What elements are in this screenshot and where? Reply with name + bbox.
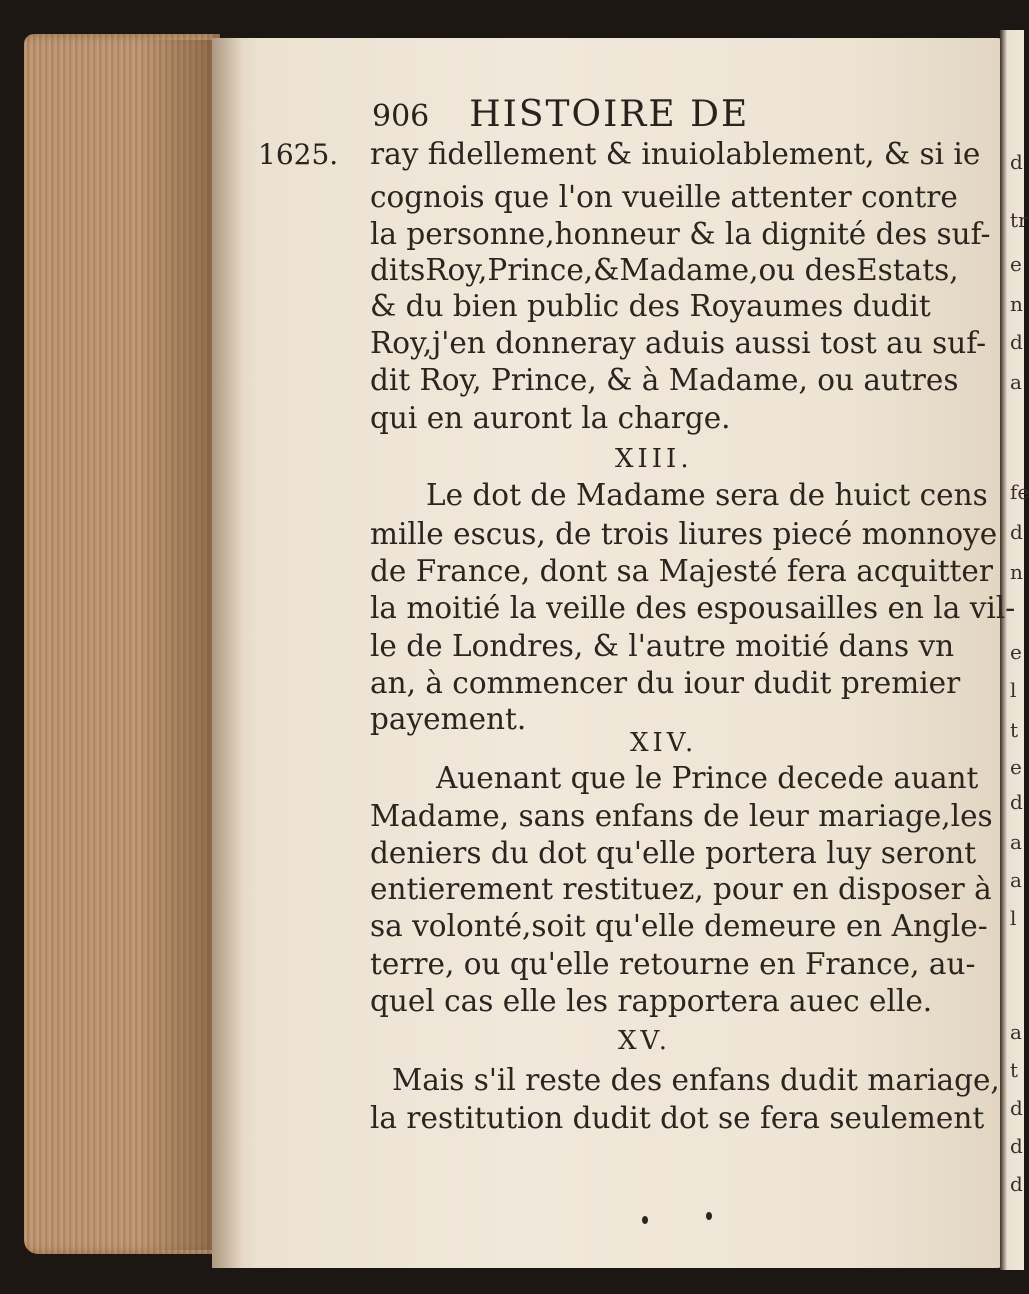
facing-letter: t xyxy=(1010,1058,1019,1082)
facing-letter: l xyxy=(1010,906,1017,930)
text-line: ray fidellement & inuiolablement, & si ie xyxy=(370,137,981,171)
text-line: deniers du dot qu'elle portera luy seront xyxy=(370,836,977,870)
ink-speck xyxy=(642,1216,648,1224)
section-heading-xiii: XIII. xyxy=(615,444,693,474)
running-title: HISTOIRE DE xyxy=(469,94,750,135)
text-line: le de Londres, & l'autre moitié dans vn xyxy=(370,629,955,663)
section-heading-xv: XV. xyxy=(618,1026,672,1056)
text-line: la personne,honneur & la dignité des suf- xyxy=(370,217,991,251)
text-line: la moitié la veille des espousailles en la vil- xyxy=(370,591,1016,625)
fore-edge-shadow xyxy=(140,40,220,1250)
facing-letter: n xyxy=(1010,560,1023,584)
facing-letter: e xyxy=(1010,252,1022,276)
facing-letter: a xyxy=(1010,370,1022,394)
text-line: & du bien public des Royaumes dudit xyxy=(370,289,931,323)
text-line: Roy,j'en donneray aduis aussi tost au suf- xyxy=(370,326,987,360)
text-line: Mais s'il reste des enfans dudit mariage, xyxy=(392,1063,1000,1097)
facing-letter: d xyxy=(1010,1134,1023,1158)
facing-letter: e xyxy=(1010,640,1022,664)
text-line: cognois que l'on vueille attenter contre xyxy=(370,180,958,214)
text-line: la restitution dudit dot se fera seulement xyxy=(370,1101,985,1135)
facing-letter: d xyxy=(1010,790,1023,814)
facing-letter: fe xyxy=(1010,480,1029,504)
facing-page-sliver xyxy=(1000,30,1029,1270)
text-line: sa volonté,soit qu'elle demeure en Angle- xyxy=(370,909,988,943)
page-number: 906 xyxy=(372,99,430,134)
facing-letter: l xyxy=(1010,678,1017,702)
facing-letter: e xyxy=(1010,755,1022,779)
facing-letter: a xyxy=(1010,868,1022,892)
text-line: Madame, sans enfans de leur mariage,les xyxy=(370,799,993,833)
text-line: terre, ou qu'elle retourne en France, au- xyxy=(370,947,976,981)
facing-letter: tr xyxy=(1010,208,1028,232)
gutter-shadow xyxy=(212,38,242,1268)
margin-year-note: 1625. xyxy=(258,138,339,171)
facing-letter: a xyxy=(1010,830,1022,854)
facing-letter: d xyxy=(1010,1096,1023,1120)
facing-letter: d xyxy=(1010,1172,1023,1196)
facing-letter: d xyxy=(1010,520,1023,544)
facing-letter: n xyxy=(1010,292,1023,316)
text-line: dit Roy, Prince, & à Madame, ou autres xyxy=(370,363,959,397)
text-line: de France, dont sa Majesté fera acquitter xyxy=(370,554,993,588)
text-line: Auenant que le Prince decede auant xyxy=(436,761,979,795)
facing-letter: d xyxy=(1010,330,1023,354)
text-line: ditsRoy,Prince,&Madame,ou desEstats, xyxy=(370,253,959,287)
text-line: qui en auront la charge. xyxy=(370,401,731,435)
text-line: entierement restituez, pour en disposer à xyxy=(370,872,992,906)
text-line: mille escus, de trois liures piecé monnoye xyxy=(370,517,998,551)
facing-letter: a xyxy=(1010,1020,1022,1044)
text-line: Le dot de Madame sera de huict cens xyxy=(426,478,988,512)
facing-letter: t xyxy=(1010,718,1019,742)
text-line: an, à commencer du iour dudit premier xyxy=(370,666,961,700)
ink-speck xyxy=(706,1212,712,1220)
facing-letter: d xyxy=(1010,150,1023,174)
text-line: quel cas elle les rapportera auec elle. xyxy=(370,984,933,1018)
running-header xyxy=(372,94,749,135)
text-line: payement. xyxy=(370,702,527,736)
section-heading-xiv: XIV. xyxy=(630,728,698,758)
